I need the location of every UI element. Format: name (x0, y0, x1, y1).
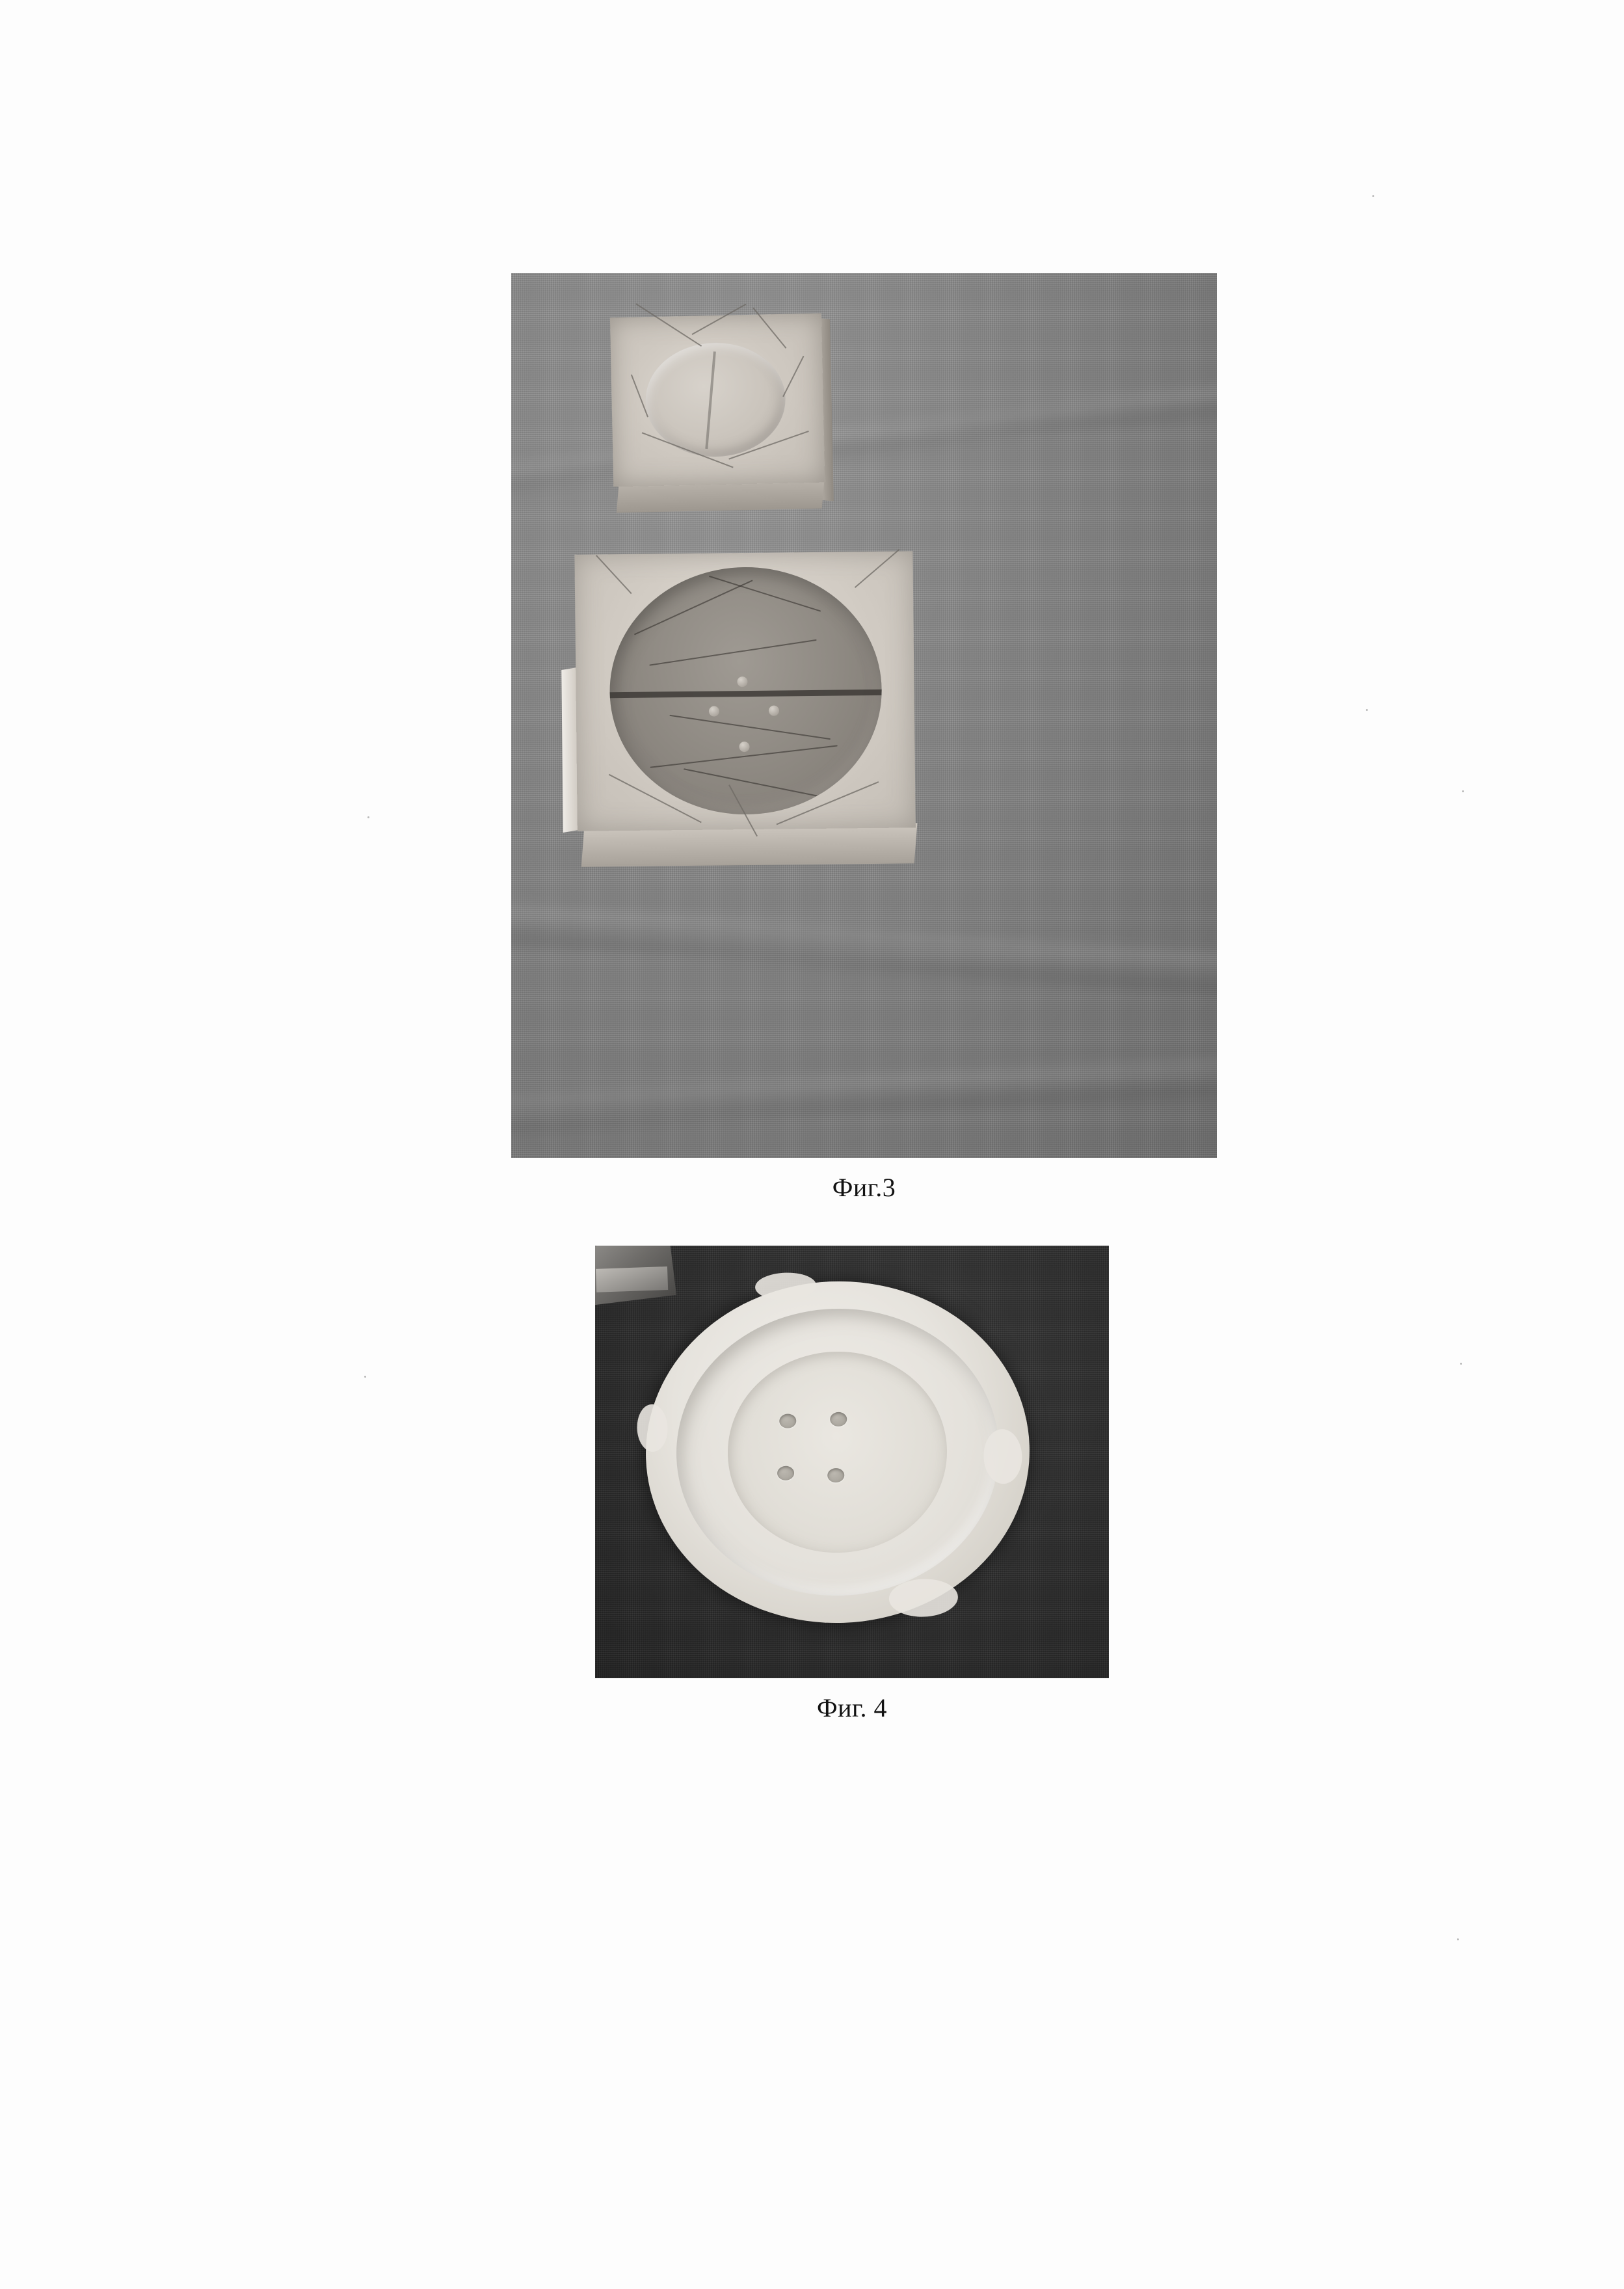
cavity-pin (739, 742, 749, 752)
mold-cavity (609, 566, 883, 816)
corner-object (595, 1246, 676, 1305)
dish-rim (672, 1303, 1004, 1601)
dish-inner-surface (725, 1348, 951, 1556)
cavity-pin (737, 676, 747, 687)
cavity-ridge (649, 639, 816, 666)
page-speck (1462, 790, 1464, 792)
page-speck (1460, 1363, 1462, 1365)
dish-hole (827, 1468, 845, 1483)
page-speck (364, 1376, 366, 1378)
upper-mold-half (610, 314, 825, 513)
cavity-pin (709, 706, 719, 716)
lower-mold-top-face (574, 551, 915, 831)
figure-3-photograph (511, 273, 1217, 1158)
cavity-ridge (709, 576, 821, 612)
upper-mold-top-face (610, 314, 825, 487)
plaster-crack (782, 356, 804, 397)
cavity-pin (769, 706, 779, 716)
cavity-ridge (634, 580, 753, 635)
page-speck (367, 816, 369, 818)
lower-mold-half (574, 551, 922, 880)
dish-hole (777, 1466, 794, 1480)
plaster-crack (596, 555, 632, 594)
figure-4-caption: Фиг. 4 (817, 1693, 887, 1722)
cavity-ridge (684, 768, 818, 796)
figure-3-caption: Фиг.3 (832, 1173, 896, 1202)
figure-4 (595, 1246, 1109, 1723)
dish-hole (779, 1413, 797, 1428)
page-speck (1372, 195, 1374, 197)
page-speck (1366, 709, 1368, 711)
mold-parting-seam (609, 689, 883, 699)
dish-hole (830, 1412, 847, 1426)
cavity-ridge (669, 715, 831, 740)
figure-4-photograph (595, 1246, 1109, 1678)
page-speck (1457, 1938, 1459, 1940)
plaster-crack (855, 549, 900, 588)
figure-3 (511, 273, 1217, 1203)
